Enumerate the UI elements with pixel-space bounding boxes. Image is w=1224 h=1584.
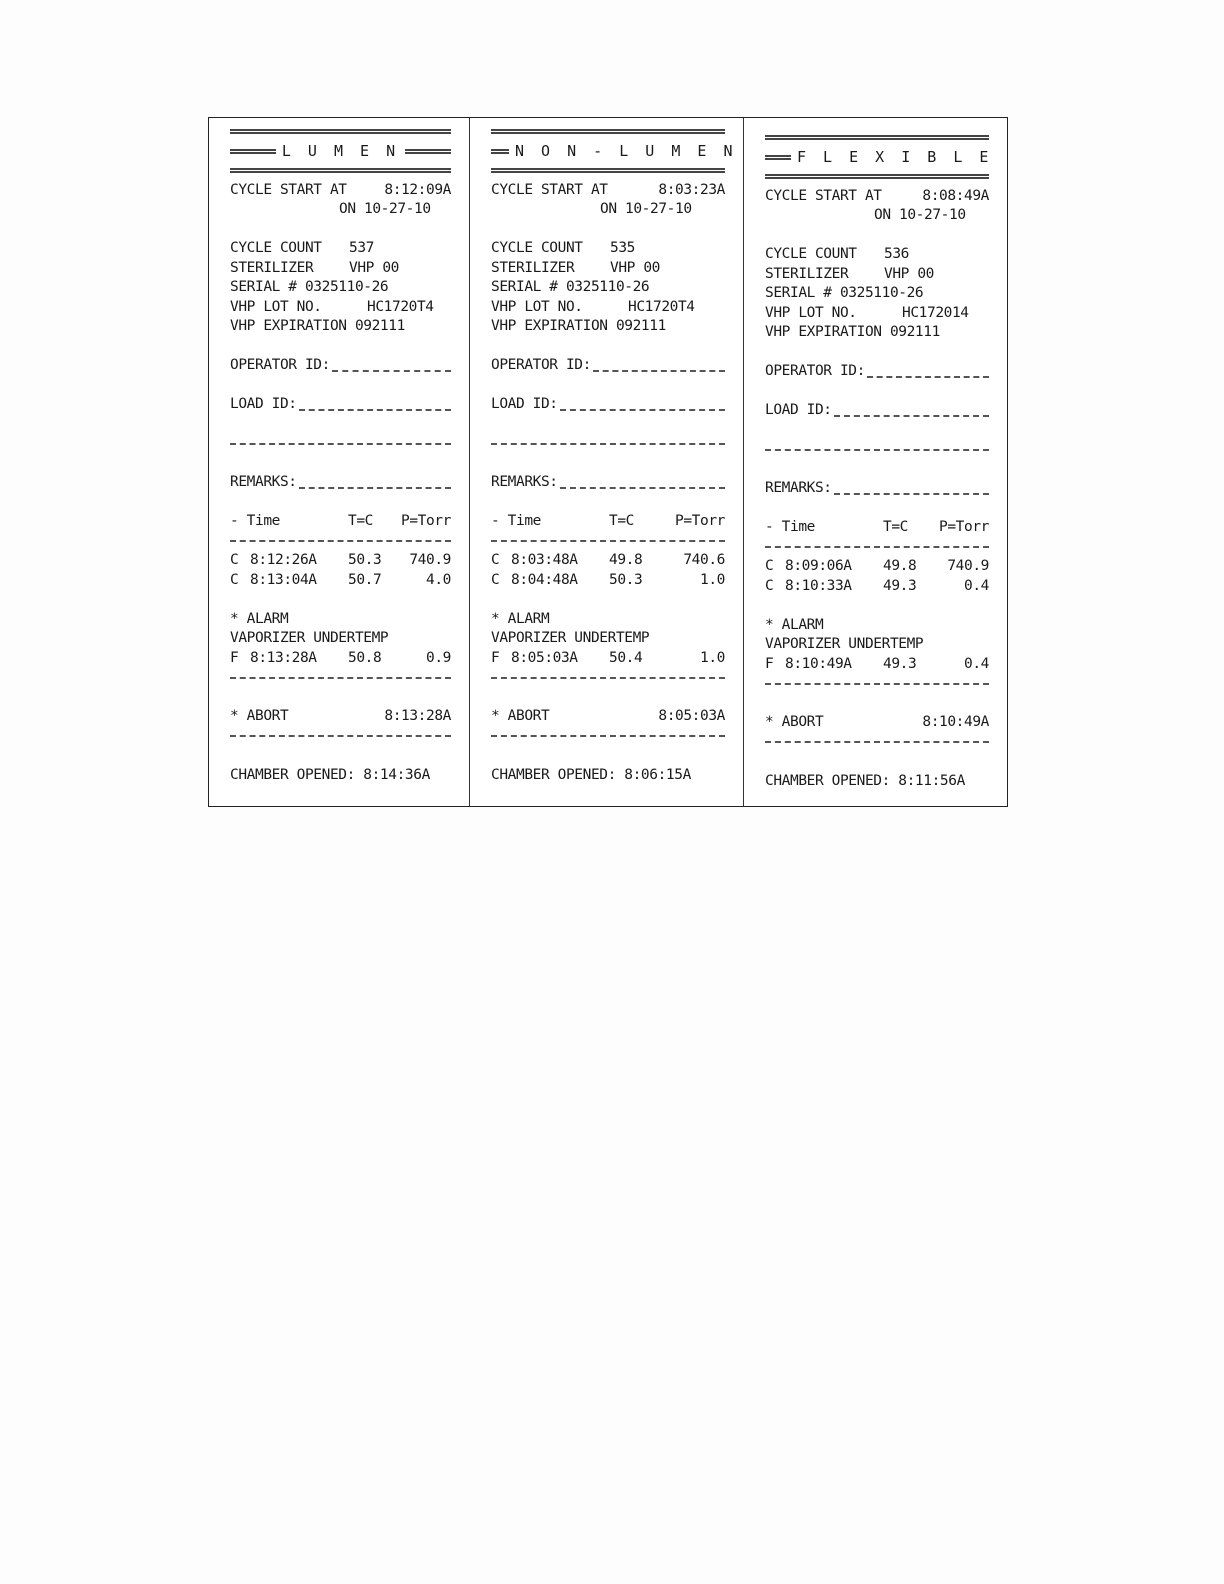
sterilizer-value: VHP 00	[349, 259, 399, 276]
receipt-title-row	[491, 141, 737, 162]
cycle-count-label: CYCLE COUNT	[491, 240, 583, 256]
load-id-blank	[834, 415, 989, 417]
alarm-label: * ALARM	[765, 616, 824, 633]
separator-dashed	[491, 668, 725, 688]
alarm-text: VAPORIZER UNDERTEMP	[491, 630, 650, 646]
load-id-blank	[560, 409, 725, 411]
readings-header	[230, 512, 451, 532]
alarm-text: VAPORIZER UNDERTEMP	[230, 630, 389, 646]
load-id-field	[230, 395, 451, 415]
cycle-start-time: 8:08:49A	[922, 187, 989, 204]
cycle-start-time: 8:03:23A	[658, 181, 725, 198]
separator-dashed	[230, 727, 451, 747]
col-time: - Time	[230, 513, 280, 529]
operator-id-field	[230, 356, 451, 376]
sterilizer-label: STERILIZER	[230, 259, 314, 276]
cycle-count-line	[765, 245, 989, 265]
lot-label: VHP LOT NO.	[230, 298, 322, 315]
abort-label: * ABORT	[765, 714, 824, 730]
alarm-reading-row: F 8:05:03A 50.4 1.0	[491, 649, 725, 666]
reading-row: C 8:13:04A 50.7 4.0	[230, 571, 451, 588]
separator-dashed	[765, 674, 989, 694]
col-time: - Time	[765, 519, 815, 535]
separator-dashed	[230, 668, 451, 688]
operator-id-label: OPERATOR ID:	[230, 357, 330, 373]
operator-id-field	[491, 356, 725, 376]
load-id-label: LOAD ID:	[765, 402, 832, 418]
abort-line	[765, 713, 989, 733]
chamber-opened-line: CHAMBER OPENED: 8:11:56A	[765, 772, 965, 789]
operator-id-label: OPERATOR ID:	[765, 363, 865, 379]
receipt-title-row	[230, 142, 451, 162]
cycle-count: 536	[884, 246, 909, 262]
reading-row: C 8:12:26A 50.3 740.9	[230, 552, 451, 568]
cycle-start-line	[765, 187, 989, 207]
col-pressure: P=Torr	[939, 519, 989, 535]
remarks-field	[765, 479, 989, 499]
receipt-lumen	[209, 118, 470, 806]
load-id-label: LOAD ID:	[230, 396, 297, 412]
separator-double	[491, 122, 725, 142]
operator-id-blank	[332, 370, 451, 372]
reading-row: C 8:03:48A 49.8 740.6	[491, 552, 725, 568]
separator-double	[765, 128, 989, 148]
sterilizer-line	[230, 259, 451, 279]
separator-dashed	[491, 727, 725, 747]
separator-dashed	[765, 733, 989, 753]
remarks-blank	[299, 487, 451, 489]
separator-dashed	[230, 532, 451, 552]
cycle-start-label: CYCLE START AT	[230, 181, 347, 198]
lot-line	[230, 298, 451, 318]
cycle-date-line	[491, 200, 725, 220]
printout-panel	[208, 117, 1008, 807]
lot-value: HC1720T4	[628, 298, 695, 315]
lot-line	[491, 298, 725, 318]
cycle-count-line	[491, 239, 725, 259]
load-id-field	[491, 395, 725, 415]
abort-time: 8:10:49A	[922, 714, 989, 730]
receipt-title: L U M E N	[281, 141, 400, 160]
remarks-blank	[834, 493, 989, 495]
col-pressure: P=Torr	[675, 513, 725, 529]
cycle-date: 10-27-10	[625, 201, 692, 217]
cycle-start-line	[491, 181, 725, 201]
reading-row: C 8:04:48A 50.3 1.0	[491, 571, 725, 588]
cycle-date: 10-27-10	[364, 201, 431, 217]
cycle-date: 10-27-10	[899, 207, 966, 223]
load-id-blank	[299, 409, 451, 411]
cycle-start-label: CYCLE START AT	[765, 187, 882, 204]
on-label: ON	[600, 201, 617, 217]
separator-double	[230, 122, 451, 142]
operator-id-blank	[593, 370, 725, 372]
remarks-label: REMARKS:	[765, 480, 832, 496]
sterilizer-value: VHP 00	[610, 259, 660, 276]
abort-label: * ABORT	[230, 708, 289, 724]
blank-line	[765, 440, 989, 460]
cycle-count-label: CYCLE COUNT	[230, 240, 322, 256]
col-time: - Time	[491, 513, 541, 529]
cycle-count-label: CYCLE COUNT	[765, 246, 857, 262]
operator-id-blank	[867, 376, 989, 378]
col-temp: T=C	[883, 519, 908, 535]
chamber-opened-line: CHAMBER OPENED: 8:14:36A	[230, 766, 430, 783]
blank-line	[491, 434, 725, 454]
reading-row: C 8:09:06A 49.8 740.9	[765, 558, 989, 574]
lot-label: VHP LOT NO.	[765, 304, 857, 321]
sterilizer-label: STERILIZER	[491, 259, 575, 276]
col-pressure: P=Torr	[401, 513, 451, 529]
separator-double	[230, 161, 451, 181]
separator-double	[765, 167, 989, 187]
alarm-text: VAPORIZER UNDERTEMP	[765, 636, 924, 652]
expiration-line: VHP EXPIRATION 092111	[491, 318, 666, 334]
cycle-start-time: 8:12:09A	[384, 181, 451, 198]
serial-line: SERIAL # 0325110-26	[230, 279, 389, 295]
reading-row: C 8:10:33A 49.3 0.4	[765, 577, 989, 594]
remarks-field	[230, 473, 451, 493]
cycle-count: 537	[349, 240, 374, 256]
remarks-field	[491, 473, 725, 493]
separator-dashed	[765, 538, 989, 558]
col-temp: T=C	[609, 513, 634, 529]
lot-label: VHP LOT NO.	[491, 298, 583, 315]
alarm-label: * ALARM	[491, 610, 550, 627]
lot-line	[765, 304, 989, 324]
serial-line: SERIAL # 0325110-26	[491, 279, 650, 295]
abort-line	[230, 707, 451, 727]
cycle-start-line	[230, 181, 451, 201]
cycle-date-line	[230, 200, 451, 220]
lot-value: HC172014	[902, 304, 969, 321]
remarks-blank	[560, 487, 725, 489]
alarm-label: * ALARM	[230, 610, 289, 627]
sterilizer-line	[491, 259, 725, 279]
abort-time: 8:05:03A	[658, 708, 725, 724]
remarks-label: REMARKS:	[230, 474, 297, 490]
remarks-label: REMARKS:	[491, 474, 558, 490]
abort-label: * ABORT	[491, 708, 550, 724]
load-id-field	[765, 401, 989, 421]
lot-value: HC1720T4	[367, 298, 434, 315]
expiration-line: VHP EXPIRATION 092111	[765, 324, 940, 340]
on-label: ON	[339, 201, 356, 217]
cycle-date-line	[765, 206, 989, 226]
blank-line	[230, 434, 451, 454]
sterilizer-label: STERILIZER	[765, 265, 849, 282]
receipt-title: N O N - L U M E N	[515, 141, 737, 160]
receipt-non-lumen	[470, 118, 744, 806]
receipt-flexible	[744, 118, 1007, 806]
readings-header	[765, 518, 989, 538]
sterilizer-value: VHP 00	[884, 265, 934, 282]
alarm-reading-row: F 8:13:28A 50.8 0.9	[230, 649, 451, 666]
sterilizer-line	[765, 265, 989, 285]
abort-line	[491, 707, 725, 727]
serial-line: SERIAL # 0325110-26	[765, 285, 924, 301]
col-temp: T=C	[348, 513, 373, 529]
abort-time: 8:13:28A	[384, 708, 451, 724]
load-id-label: LOAD ID:	[491, 396, 558, 412]
receipt-title-row	[765, 147, 993, 168]
cycle-count: 535	[610, 240, 635, 256]
chamber-opened-line: CHAMBER OPENED: 8:06:15A	[491, 766, 691, 783]
operator-id-label: OPERATOR ID:	[491, 357, 591, 373]
operator-id-field	[765, 362, 989, 382]
separator-dashed	[491, 532, 725, 552]
expiration-line: VHP EXPIRATION 092111	[230, 318, 405, 334]
receipt-title: F L E X I B L E	[797, 147, 993, 166]
alarm-reading-row: F 8:10:49A 49.3 0.4	[765, 655, 989, 672]
readings-header	[491, 512, 725, 532]
on-label: ON	[874, 207, 891, 223]
cycle-count-line	[230, 239, 451, 259]
separator-double	[491, 161, 725, 181]
cycle-start-label: CYCLE START AT	[491, 181, 608, 198]
